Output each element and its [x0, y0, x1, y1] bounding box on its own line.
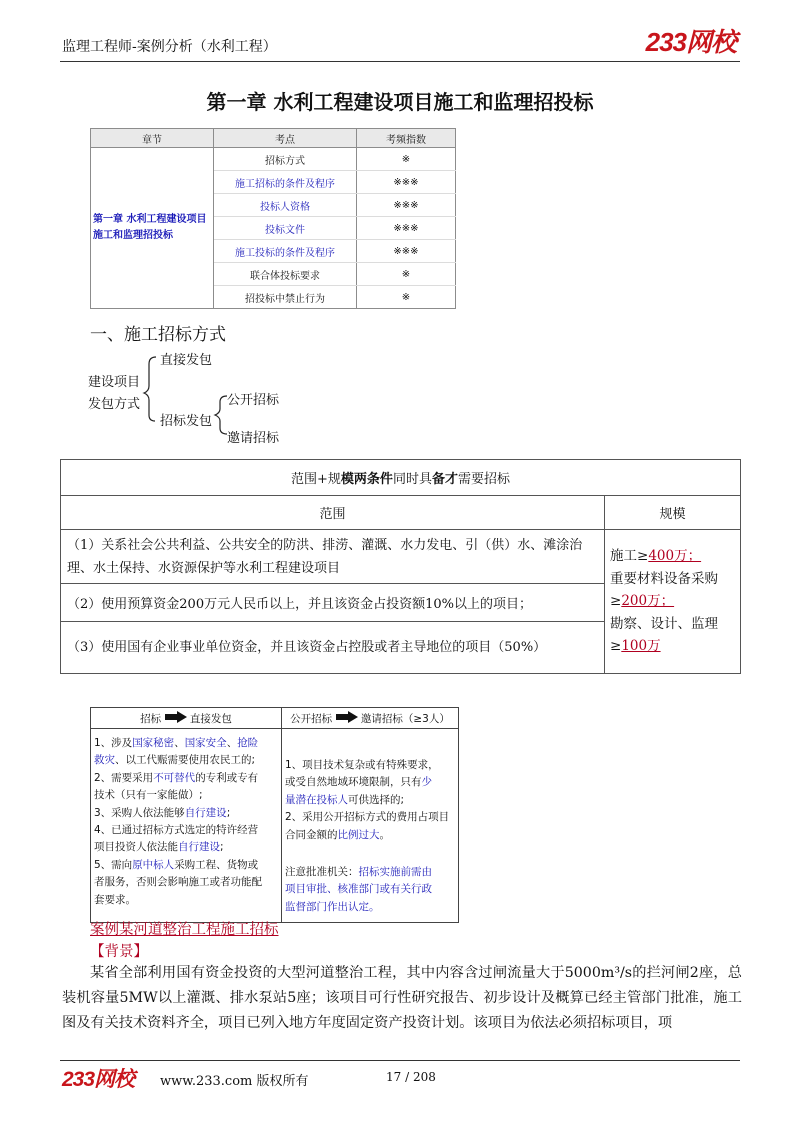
- text-run: 、: [174, 737, 185, 749]
- arrow-right-icon: [165, 711, 187, 723]
- col-header-topic: 考点: [214, 129, 357, 148]
- text-line: 监督部门作出认定。: [285, 900, 380, 913]
- chapter-cell: 第一章 水利工程建设项目施工和监理招投标: [91, 148, 214, 309]
- compare-table: [90, 707, 459, 923]
- diagram-bidding: 招标发包: [160, 414, 213, 429]
- background-paragraph: 某省全部利用国有资金投资的大型河道整治工程，其中内容含过闸流量大于5000m³/s的拦河闸2座，总装机容量5MW以上灌溉、排水泵站5座；该项目可行性研究报告、初步设计及概算已经主管部门批准，施工图及有关技术资料齐全，项目已列入地方年度固定资产投资计划。该项目为依法必须招标项目，项: [62, 965, 742, 1031]
- text-line: [94, 752, 278, 769]
- bracket-inner: [215, 396, 227, 434]
- text-line: 套要求。: [94, 893, 136, 906]
- text-line: [285, 774, 455, 791]
- background-label: 【背景】: [90, 944, 148, 960]
- table-row: [91, 148, 456, 171]
- topic-cell: 联合体投标要求: [214, 263, 357, 286]
- section-heading: 一、施工招标方式: [90, 325, 226, 345]
- scope-title-bold: 模两条件: [340, 472, 393, 487]
- scope-item-1: （1）关系社会公共利益、公共安全的防洪、排涝、灌溉、水力发电、引（供）水、滩涂治理、水土保持、水资源保护等水利工程建设项目: [61, 530, 605, 584]
- arrow-right-icon: [336, 711, 358, 723]
- highlight-text: 国家安全: [184, 737, 227, 749]
- text-run: 项目投资人依法能: [94, 841, 178, 854]
- text-run: 1、涉及: [94, 737, 133, 749]
- text-line: 1、项目技术复杂或有特殊要求，: [285, 759, 439, 771]
- header-rule: [60, 61, 740, 62]
- text-line: [94, 770, 278, 787]
- topic-cell[interactable]: 施工招标的条件及程序: [214, 171, 357, 194]
- col-header-frequency: 考频指数: [357, 129, 456, 148]
- text-line: [285, 792, 455, 809]
- case-title-link[interactable]: 案例某河道整治工程施工招标: [90, 922, 279, 938]
- text-run: 2、需要采用: [94, 771, 154, 784]
- compare-header-text: 直接发包: [189, 712, 232, 725]
- text-run: 。: [379, 828, 390, 841]
- highlight-text: 国家秘密: [132, 737, 175, 749]
- text-run: 的专利或专有: [195, 771, 259, 784]
- compare-left-cell: [91, 729, 282, 923]
- topic-cell: 招标方式: [214, 148, 357, 171]
- text-run: 3、采购人依法能够: [94, 806, 185, 819]
- page-number: 17 / 208: [386, 1070, 436, 1084]
- col-header-scope: 范围: [61, 496, 605, 530]
- footer-rule: [60, 1060, 740, 1061]
- scale-threshold: 100万: [621, 638, 661, 655]
- text-line: [94, 735, 278, 752]
- text-run: 可供选择的;: [348, 793, 405, 806]
- compare-header-left: [91, 708, 282, 729]
- compare-header-text: 公开招标: [290, 712, 333, 725]
- scale-line: 勘察、设计、监理: [610, 615, 718, 632]
- scope-item-2: （2）使用预算资金200万元人民币以上，并且该资金占投资额10%以上的项目；: [61, 584, 605, 622]
- topic-cell[interactable]: 投标文件: [214, 217, 357, 240]
- scope-title: [61, 460, 741, 496]
- scale-threshold: 200万；: [621, 593, 675, 610]
- highlight-text: 抢险: [237, 737, 259, 749]
- freq-cell: ※※※: [357, 171, 456, 194]
- highlight-text: 招标实施前需由: [358, 866, 432, 879]
- text-line: [94, 805, 278, 822]
- text-line: 2、采用公开招标方式的费用占项目: [285, 811, 450, 824]
- compare-body-row: [91, 729, 459, 923]
- brand-logo[interactable]: 233网校: [645, 27, 736, 57]
- text-line: 项目审批、核准部门或有关行政: [285, 883, 432, 896]
- freq-cell: ※: [357, 286, 456, 309]
- freq-cell: ※: [357, 263, 456, 286]
- scope-table: [60, 459, 741, 674]
- highlight-text: 不可替代: [153, 771, 196, 784]
- chapter-title: 第一章 水利工程建设项目施工和监理招投标: [206, 90, 594, 114]
- highlight-text: 量潜在投标人: [285, 793, 348, 806]
- scope-header-row: [61, 496, 741, 530]
- text-run: 、以工代赈需要使用农民工的;: [115, 754, 256, 767]
- bracket-outer: [144, 357, 156, 421]
- footer-site[interactable]: www.233.com 版权所有: [160, 1074, 309, 1089]
- diagram-root-line2: 发包方式: [88, 397, 141, 412]
- diagram-root-line1: 建设项目: [88, 375, 141, 390]
- diagram-direct: 直接发包: [160, 353, 213, 368]
- freq-cell: ※※※: [357, 217, 456, 240]
- header-title: 监理工程师-案例分析（水利工程）: [62, 39, 277, 55]
- highlight-text: 比例过大: [337, 828, 380, 841]
- scope-title-row: [61, 460, 741, 496]
- highlight-text: 自行建设: [178, 841, 220, 854]
- text-run: 或受自然地域环境限制，只有: [285, 776, 422, 789]
- scope-item-3: （3）使用国有企业事业单位资金，并且该资金占控股或者主导地位的项目（50%）: [61, 622, 605, 674]
- diagram-open: 公开招标: [227, 393, 280, 408]
- text-run: ;: [226, 806, 231, 819]
- text-run: 、: [226, 737, 238, 749]
- topic-cell[interactable]: 投标人资格: [214, 194, 357, 217]
- text-line: 者服务，否则会影响施工或者功能配: [94, 876, 262, 889]
- scope-title-bold: 备才: [431, 472, 458, 487]
- scale-text: ≥: [610, 593, 622, 610]
- col-header-scale: 规模: [605, 496, 741, 530]
- highlight-text: 少: [421, 776, 432, 789]
- text-run: 采购工程、货物或: [174, 858, 259, 871]
- text-run: 5、需向: [94, 858, 133, 871]
- freq-cell: ※: [357, 148, 456, 171]
- text-line: [285, 827, 455, 844]
- footer-logo[interactable]: 233网校: [62, 1068, 135, 1091]
- text-line: [94, 839, 278, 856]
- scale-line: [610, 635, 735, 658]
- scope-title-part: 需要招标: [457, 472, 510, 487]
- highlight-text: 自行建设: [184, 806, 227, 819]
- scale-text: 施工≥: [610, 548, 649, 565]
- col-header-chapter: 章节: [91, 129, 214, 148]
- scope-title-part: 同时具: [392, 472, 432, 487]
- compare-header-row: [91, 708, 459, 729]
- highlight-text: 救灾: [94, 754, 115, 767]
- scope-row: [61, 530, 741, 584]
- topic-cell: 招投标中禁止行为: [214, 286, 357, 309]
- topic-table: [90, 128, 456, 309]
- scale-threshold: 400万；: [648, 548, 702, 565]
- scale-line: [610, 545, 735, 568]
- text-line: [94, 857, 278, 874]
- scope-title-part: 范围+规: [291, 472, 341, 487]
- compare-header-right: [282, 708, 459, 729]
- highlight-text: 原中标人: [132, 858, 175, 871]
- text-line: 技术（只有一家能做）;: [94, 789, 203, 802]
- compare-header-text: 邀请招标（≥3人）: [360, 712, 450, 725]
- compare-header-text: 招标: [140, 712, 162, 725]
- compare-right-cell: [282, 729, 459, 923]
- scale-text: ≥: [610, 638, 622, 655]
- scale-line: 重要材料设备采购: [610, 570, 718, 587]
- scale-cell: [605, 530, 741, 674]
- diagram-invite: 邀请招标: [227, 431, 280, 446]
- table-header-row: [91, 129, 456, 148]
- text-run: 合同金额的: [285, 828, 338, 841]
- scale-line: [610, 590, 735, 613]
- text-run: 注意批准机关：: [285, 866, 359, 879]
- text-line: [285, 864, 455, 881]
- freq-cell: ※※※: [357, 240, 456, 263]
- text-run: ;: [220, 841, 224, 854]
- topic-cell[interactable]: 施工投标的条件及程序: [214, 240, 357, 263]
- text-line: 4、已通过招标方式选定的特许经营: [94, 824, 259, 837]
- freq-cell: ※※※: [357, 194, 456, 217]
